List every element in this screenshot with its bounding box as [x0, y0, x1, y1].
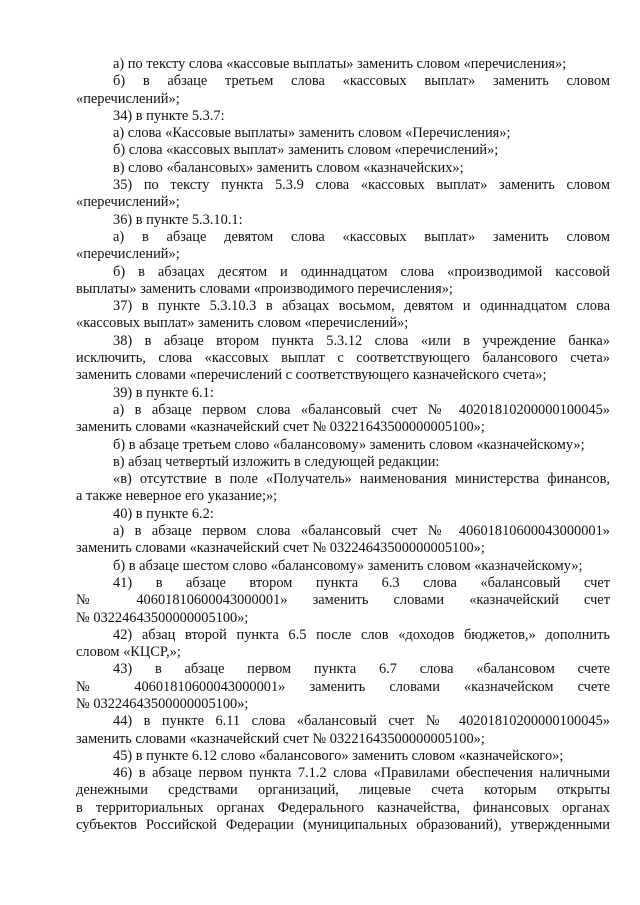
text-line: № 03224643500000005100»;	[76, 609, 249, 626]
text-line: в территориальных органах Федерального казначейства, финансовых органах	[76, 799, 610, 816]
text-line: выплаты» заменить словами «производимого перечисления»;	[76, 280, 453, 297]
text-line: 39) в пункте 6.1:	[113, 384, 214, 401]
text-line: заменить словами «казначейский счет № 03221643500000005100»;	[76, 730, 485, 747]
text-line: 40) в пункте 6.2:	[113, 505, 214, 522]
text-line: а) в абзаце первом слова «балансовый счет № 40201810200000100045»	[113, 401, 610, 418]
text-line: в) слово «балансовых» заменить словом «казначейских»;	[113, 159, 464, 176]
text-line: а) в абзаце девятом слова «кассовых выплат» заменить словом	[113, 228, 610, 245]
text-line: субъектов Российской Федерации (муниципальных образований), утвержденными	[76, 817, 610, 834]
text-line: 44) в пункте 6.11 слова «балансовый счет № 40201810200000100045»	[113, 713, 610, 730]
text-line: «перечислений»;	[76, 246, 180, 263]
text-line: денежными средствами организаций, лицевые счета которым открыты	[76, 782, 610, 799]
text-line: б) в абзаце третьем слова «кассовых выплат» заменить словом	[113, 73, 610, 90]
text-line: «кассовых выплат» заменить словом «перечислений»;	[76, 315, 409, 332]
text-line: б) в абзацах десятом и одиннадцатом слова «производимой кассовой	[113, 263, 610, 280]
text-line: 41) в абзаце втором пункта 6.3 слова «балансовый счет	[113, 574, 610, 591]
text-line: заменить словами «казначейский счет № 03224643500000005100»;	[76, 540, 485, 557]
text-line: заменить словами «перечислений с соответствующего казначейского счета»;	[76, 367, 547, 384]
text-line: 38) в абзаце втором пункта 5.3.12 слова «или в учреждение банка»	[113, 332, 610, 349]
text-line: б) в абзаце третьем слово «балансовому» заменить словом «казначейскому»;	[113, 436, 585, 453]
text-line: 34) в пункте 5.3.7:	[113, 107, 225, 124]
text-line: 35) по тексту пункта 5.3.9 слова «кассовых выплат» заменить словом	[113, 177, 610, 194]
text-line: № 40601810600043000001» заменить словами «казначейский счет	[76, 592, 610, 609]
text-line: 43) в абзаце первом пункта 6.7 слова «балансовом счете	[113, 661, 610, 678]
text-line: № 03224643500000005100»;	[76, 695, 249, 712]
text-line: № 40601810600043000001» заменить словами «казначейском счете	[76, 678, 610, 695]
text-line: «в) отсутствие в поле «Получатель» наименования министерства финансов,	[113, 471, 610, 488]
text-line: 42) абзац второй пункта 6.5 после слов «доходов бюджетов,» дополнить	[113, 626, 610, 643]
text-line: 36) в пункте 5.3.10.1:	[113, 211, 243, 228]
text-line: заменить словами «казначейский счет № 03221643500000005100»;	[76, 419, 485, 436]
text-line: б) слова «кассовых выплат» заменить словом «перечислений»;	[113, 142, 499, 159]
text-line: 45) в пункте 6.12 слово «балансового» заменить словом «казначейского»;	[113, 747, 564, 764]
document-page	[76, 56, 610, 834]
text-line: 46) в абзаце первом пункта 7.1.2 слова «Правилами обеспечения наличными	[113, 765, 610, 782]
text-line: в) абзац четвертый изложить в следующей редакции:	[113, 453, 440, 470]
text-line: а) в абзаце первом слова «балансовый счет № 40601810600043000001»	[113, 523, 610, 540]
text-line: а) по тексту слова «кассовые выплаты» заменить словом «перечисления»;	[113, 56, 567, 72]
text-line: а) слова «Кассовые выплаты» заменить словом «Перечисления»;	[113, 125, 511, 142]
text-line: исключить, слова «кассовых выплат с соответствующего балансового счета»	[76, 350, 610, 367]
text-line: «перечислений»;	[76, 90, 180, 107]
text-line: б) в абзаце шестом слово «балансовому» заменить словом «казначейскому»;	[113, 557, 583, 574]
text-line: «перечислений»;	[76, 194, 180, 211]
text-line: а также неверное его указание;»;	[76, 488, 278, 505]
text-line: 37) в пункте 5.3.10.3 в абзацах восьмом, девятом и одиннадцатом слова	[113, 298, 610, 315]
text-line: словом «КЦСР,»;	[76, 644, 181, 661]
